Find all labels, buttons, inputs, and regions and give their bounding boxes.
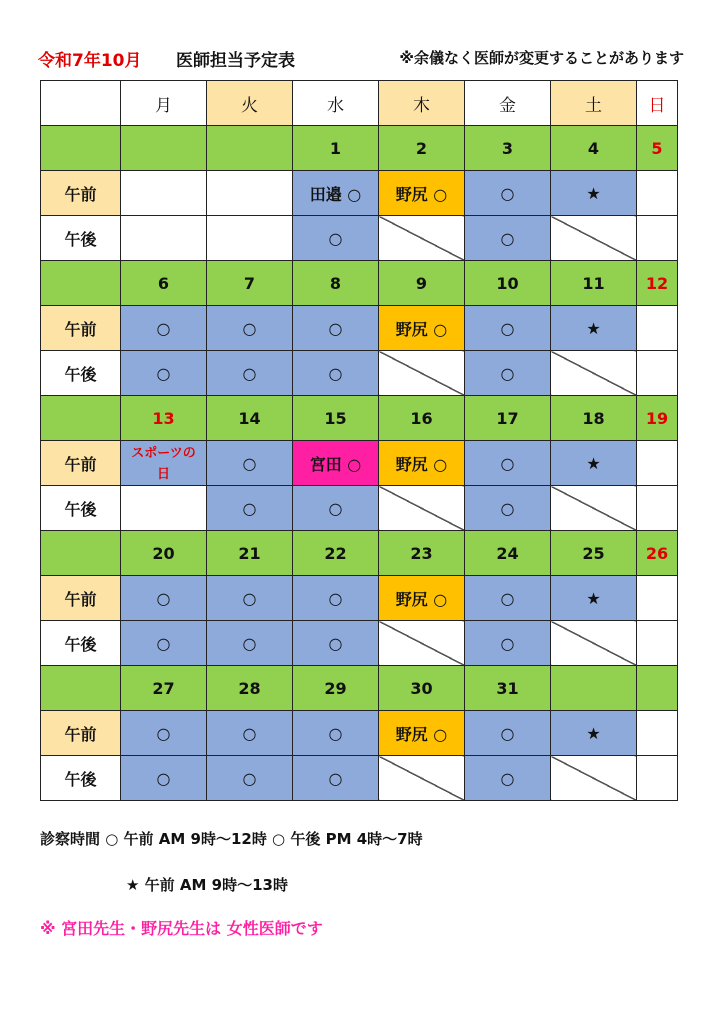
date-cell: 31	[465, 666, 551, 711]
open-shift-cell: ○	[465, 216, 551, 261]
female-doctor-note: ※ 宮田先生・野尻先生は 女性医師です	[40, 919, 323, 938]
open-shift-cell: ○	[465, 576, 551, 621]
closed-cell	[551, 621, 637, 666]
morning-row	[41, 711, 678, 756]
morning-label: 午前	[41, 441, 121, 486]
date-cell: 20	[121, 531, 207, 576]
open-shift-cell: ○	[293, 216, 379, 261]
empty-cell	[637, 351, 678, 396]
afternoon-label: 午後	[41, 216, 121, 261]
morning-label: 午前	[41, 711, 121, 756]
date-cell: 8	[293, 261, 379, 306]
date-cell: 4	[551, 126, 637, 171]
change-notice: ※余儀なく医師が変更することがあります	[399, 49, 684, 67]
empty-cell	[637, 171, 678, 216]
date-cell: 17	[465, 396, 551, 441]
holiday-name: スポーツの日	[131, 446, 196, 482]
empty-cell	[637, 711, 678, 756]
open-shift-cell: ○	[293, 306, 379, 351]
open-shift-cell: ○	[293, 576, 379, 621]
empty-cell	[637, 756, 678, 801]
page-header	[38, 46, 688, 74]
date-row	[41, 666, 678, 711]
open-shift-cell: ○	[465, 486, 551, 531]
weekday-tue: 火	[207, 81, 293, 126]
schedule-title: 医師担当予定表	[176, 51, 295, 71]
open-shift-cell: ○	[465, 171, 551, 216]
date-cell: 13	[121, 396, 207, 441]
weekday-fri: 金	[465, 81, 551, 126]
empty-cell	[637, 441, 678, 486]
weekday-sun: 日	[637, 81, 678, 126]
doctor-shift-cell: 田邉 ○	[293, 171, 379, 216]
afternoon-row	[41, 621, 678, 666]
doctor-shift-cell: 野尻 ○	[379, 711, 465, 756]
date-cell: 22	[293, 531, 379, 576]
empty-cell	[207, 171, 293, 216]
schedule-table	[40, 80, 678, 801]
open-shift-cell: ○	[207, 441, 293, 486]
open-shift-cell: ○	[465, 621, 551, 666]
weekday-wed: 水	[293, 81, 379, 126]
doctor-shift-cell: 宮田 ○	[293, 441, 379, 486]
date-cell: 30	[379, 666, 465, 711]
afternoon-label: 午後	[41, 621, 121, 666]
afternoon-row	[41, 351, 678, 396]
date-cell: 3	[465, 126, 551, 171]
closed-cell	[551, 756, 637, 801]
empty-cell	[121, 171, 207, 216]
date-cell: 11	[551, 261, 637, 306]
open-shift-cell: ○	[207, 621, 293, 666]
date-cell: 24	[465, 531, 551, 576]
open-shift-cell: ○	[293, 756, 379, 801]
date-cell	[551, 666, 637, 711]
afternoon-label: 午後	[41, 351, 121, 396]
closed-cell	[379, 351, 465, 396]
date-cell: 18	[551, 396, 637, 441]
open-shift-cell: ○	[121, 711, 207, 756]
afternoon-label: 午後	[41, 756, 121, 801]
date-cell: 28	[207, 666, 293, 711]
open-shift-cell: ○	[207, 486, 293, 531]
morning-label: 午前	[41, 306, 121, 351]
date-row	[41, 396, 678, 441]
weekday-thu: 木	[379, 81, 465, 126]
date-row-label	[41, 126, 121, 171]
weekday-mon: 月	[121, 81, 207, 126]
closed-cell	[379, 486, 465, 531]
open-shift-cell: ○	[293, 711, 379, 756]
open-shift-cell: ○	[293, 351, 379, 396]
star-shift-cell: ★	[551, 441, 637, 486]
date-cell: 5	[637, 126, 678, 171]
morning-row	[41, 441, 678, 486]
doctor-shift-cell: 野尻 ○	[379, 306, 465, 351]
morning-row	[41, 576, 678, 621]
date-cell: 29	[293, 666, 379, 711]
open-shift-cell: ○	[207, 711, 293, 756]
empty-cell	[637, 486, 678, 531]
open-shift-cell: ○	[207, 351, 293, 396]
empty-cell	[637, 216, 678, 261]
closed-cell	[551, 486, 637, 531]
holiday-cell	[121, 441, 207, 486]
date-cell: 25	[551, 531, 637, 576]
star-shift-cell: ★	[551, 576, 637, 621]
open-shift-cell: ○	[121, 756, 207, 801]
date-cell: 1	[293, 126, 379, 171]
open-shift-cell: ○	[207, 576, 293, 621]
empty-cell	[637, 306, 678, 351]
date-cell: 6	[121, 261, 207, 306]
date-cell: 19	[637, 396, 678, 441]
date-cell: 16	[379, 396, 465, 441]
date-cell: 10	[465, 261, 551, 306]
empty-cell	[207, 216, 293, 261]
open-shift-cell: ○	[121, 306, 207, 351]
date-cell: 9	[379, 261, 465, 306]
date-cell: 12	[637, 261, 678, 306]
empty-cell	[121, 216, 207, 261]
date-cell	[637, 666, 678, 711]
date-cell: 21	[207, 531, 293, 576]
empty-cell	[637, 621, 678, 666]
date-cell: 7	[207, 261, 293, 306]
open-shift-cell: ○	[465, 441, 551, 486]
clinic-hours-legend: 診察時間 ○ 午前 AM 9時～12時 ○ 午後 PM 4時～7時	[40, 830, 423, 848]
date-cell	[121, 126, 207, 171]
date-row	[41, 261, 678, 306]
open-shift-cell: ○	[465, 351, 551, 396]
open-shift-cell: ○	[207, 756, 293, 801]
open-shift-cell: ○	[293, 621, 379, 666]
date-cell: 14	[207, 396, 293, 441]
date-cell: 26	[637, 531, 678, 576]
date-row	[41, 531, 678, 576]
doctor-shift-cell: 野尻 ○	[379, 576, 465, 621]
open-shift-cell: ○	[207, 306, 293, 351]
header-corner	[41, 81, 121, 126]
empty-cell	[637, 576, 678, 621]
afternoon-label: 午後	[41, 486, 121, 531]
date-row-label	[41, 261, 121, 306]
weekday-sat: 土	[551, 81, 637, 126]
open-shift-cell: ○	[121, 351, 207, 396]
closed-cell	[379, 216, 465, 261]
morning-row	[41, 306, 678, 351]
morning-label: 午前	[41, 171, 121, 216]
open-shift-cell: ○	[465, 711, 551, 756]
empty-cell	[121, 486, 207, 531]
star-shift-cell: ★	[551, 306, 637, 351]
open-shift-cell: ○	[121, 621, 207, 666]
date-cell: 2	[379, 126, 465, 171]
date-row-label	[41, 531, 121, 576]
afternoon-row	[41, 216, 678, 261]
morning-row	[41, 171, 678, 216]
month-title: 令和7年10月	[38, 51, 142, 71]
open-shift-cell: ○	[121, 576, 207, 621]
star-shift-cell: ★	[551, 171, 637, 216]
date-cell: 15	[293, 396, 379, 441]
afternoon-row	[41, 756, 678, 801]
closed-cell	[551, 216, 637, 261]
afternoon-row	[41, 486, 678, 531]
date-row-label	[41, 396, 121, 441]
date-cell: 27	[121, 666, 207, 711]
open-shift-cell: ○	[465, 756, 551, 801]
closed-cell	[379, 621, 465, 666]
doctor-shift-cell: 野尻 ○	[379, 441, 465, 486]
closed-cell	[379, 756, 465, 801]
date-cell	[207, 126, 293, 171]
doctor-shift-cell: 野尻 ○	[379, 171, 465, 216]
star-shift-cell: ★	[551, 711, 637, 756]
morning-label: 午前	[41, 576, 121, 621]
weekday-header-row	[41, 81, 678, 126]
closed-cell	[551, 351, 637, 396]
date-row	[41, 126, 678, 171]
open-shift-cell: ○	[293, 486, 379, 531]
open-shift-cell: ○	[465, 306, 551, 351]
star-hours-legend: ★ 午前 AM 9時～13時	[126, 876, 288, 894]
date-cell: 23	[379, 531, 465, 576]
date-row-label	[41, 666, 121, 711]
